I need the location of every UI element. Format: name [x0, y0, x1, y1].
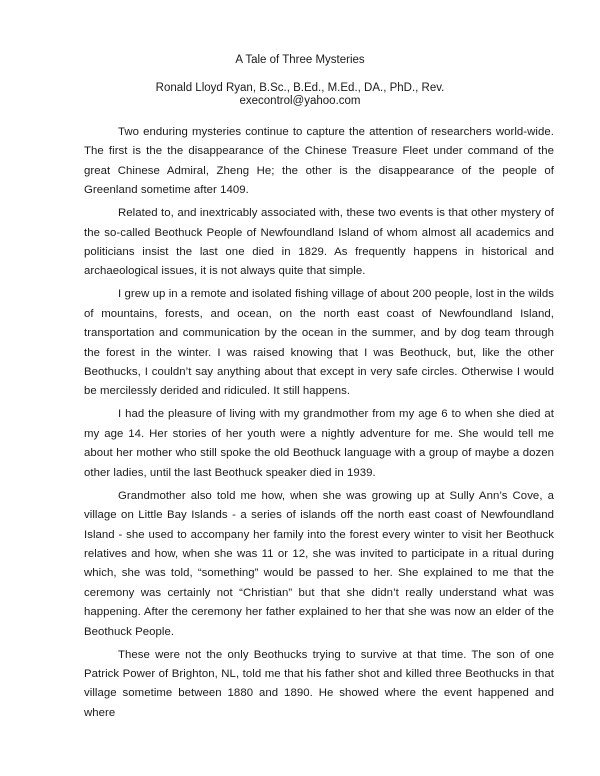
paragraph-6: These were not the only Beothucks trying to survive at that time. The son of one Patrick Power of Brighton, NL, told me that his father shot and killed three Beothucks in that village sometime between 1880 and 1890. He showed where the event happened and where [84, 648, 554, 719]
body-text [84, 123, 554, 727]
paragraph-2: Related to, and inextricably associated with, these two events is that other mystery of the so-called Beothuck People of Newfoundland Island of whom almost all academics and politicians insist the last one died in 1829. As frequently happens in historical and archaeological issues, it is not always quite that simple. [84, 207, 554, 278]
paragraph-4: I had the pleasure of living with my grandmother from my age 6 to when she died at my age 14. Her stories of her youth were a nightly adventure for me. She would tell me about her mother who still spoke the old Beothuck language with a group of maybe a dozen other ladies, until the last Beothuck speaker died in 1939. [84, 408, 554, 479]
paragraph-3: I grew up in a remote and isolated fishing village of about 200 people, lost in the wilds of mountains, forests, and ocean, on the north east coast of Newfoundland Island, transportation and communication by the ocean in the summer, and by dog team through the forest in the winter. I was raised knowing that I was Beothuck, but, like the other Beothucks, I couldn’t say anything about that except in very safe circles. Otherwise I would be mercilessly derided and ridiculed. It still happens. [84, 288, 554, 398]
paragraph-5: Grandmother also told me how, when she was growing up at Sully Ann’s Cove, a village on Little Bay Islands - a series of islands off the north east coast of Newfoundland Island - she used to accompany her family into the forest every winter to visit her Beothuck relatives and how, when she was 11 or 12, she was invited to participate in a ritual during which, she was told, “something” would be passed to her. She explained to me that the ceremony was certainly not “Christian” but that she didn’t really understand what was happening. After the ceremony her father explained to her that she was now an elder of the Beothuck People. [84, 489, 554, 638]
paragraph-1: Two enduring mysteries continue to capture the attention of researchers world-wide. The first is the the disappearance of the Chinese Treasure Fleet under command of the great Chinese Admiral, Zheng He; the other is the disappearance of the people of Greenland sometime after 1409. [84, 126, 554, 197]
document-title: A Tale of Three Mysteries [235, 54, 365, 66]
author-line: Ronald Lloyd Ryan, B.Sc., B.Ed., M.Ed., DA., PhD., Rev. [155, 82, 445, 94]
author-email: execontrol@yahoo.com [239, 95, 361, 107]
